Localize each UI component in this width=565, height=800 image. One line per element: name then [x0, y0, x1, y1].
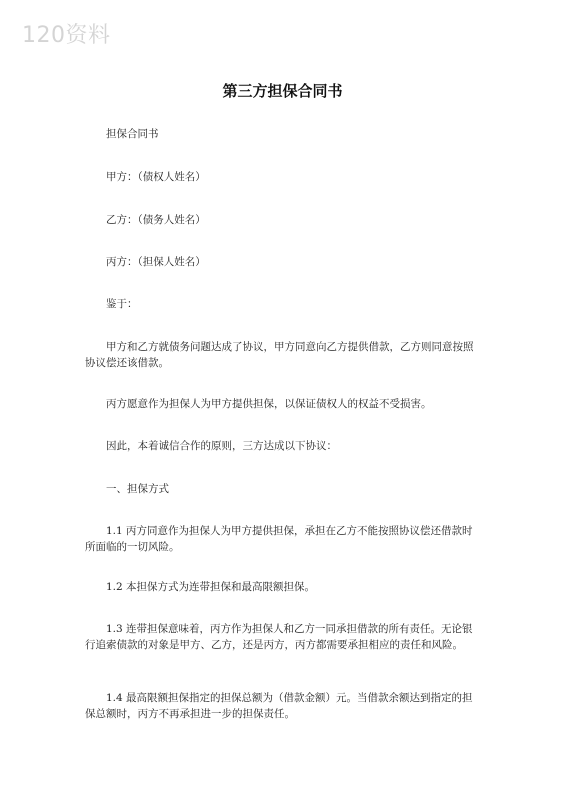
watermark-logo: 120资料	[22, 23, 111, 48]
paragraph-guarantor: 丙方愿意作为担保人为甲方提供担保，以保证债权人的权益不受损害。	[106, 398, 432, 410]
section-heading-guarantee-method: 一、担保方式	[106, 483, 169, 495]
party-a-line: 甲方：（债权人姓名）	[106, 171, 206, 183]
party-c-line: 丙方：（担保人姓名）	[106, 256, 206, 268]
paragraph-therefore: 因此，本着诚信合作的原则，三方达成以下协议：	[106, 440, 337, 452]
clause-1-3: 1.3 连带担保意味着，丙方作为担保人和乙方一同承担借款的所有责任。无论银行追索债款的对象是甲方、乙方，还是丙方，丙方都需要承担相应的责任和风险。	[85, 623, 473, 651]
clause-1-4: 1.4 最高限额担保指定的担保总额为（借款金额）元。当借款余额达到指定的担保总额时，丙方不再承担进一步的担保责任。	[85, 692, 473, 720]
whereas-line: 鉴于：	[106, 298, 138, 310]
document-title: 第三方担保合同书	[222, 82, 343, 100]
paragraph-heading: 担保合同书	[106, 128, 159, 140]
clause-1-2: 1.2 本担保方式为连带担保和最高限额担保。	[106, 581, 316, 593]
party-b-line: 乙方：（债务人姓名）	[106, 214, 206, 226]
paragraph-agreement: 甲方和乙方就债务问题达成了协议，甲方同意向乙方提供借款，乙方则同意按照协议偿还该借款。	[85, 341, 474, 369]
clause-1-1: 1.1 丙方同意作为担保人为甲方提供担保，承担在乙方不能按照协议偿还借款时所面临的一切风险。	[85, 525, 473, 553]
